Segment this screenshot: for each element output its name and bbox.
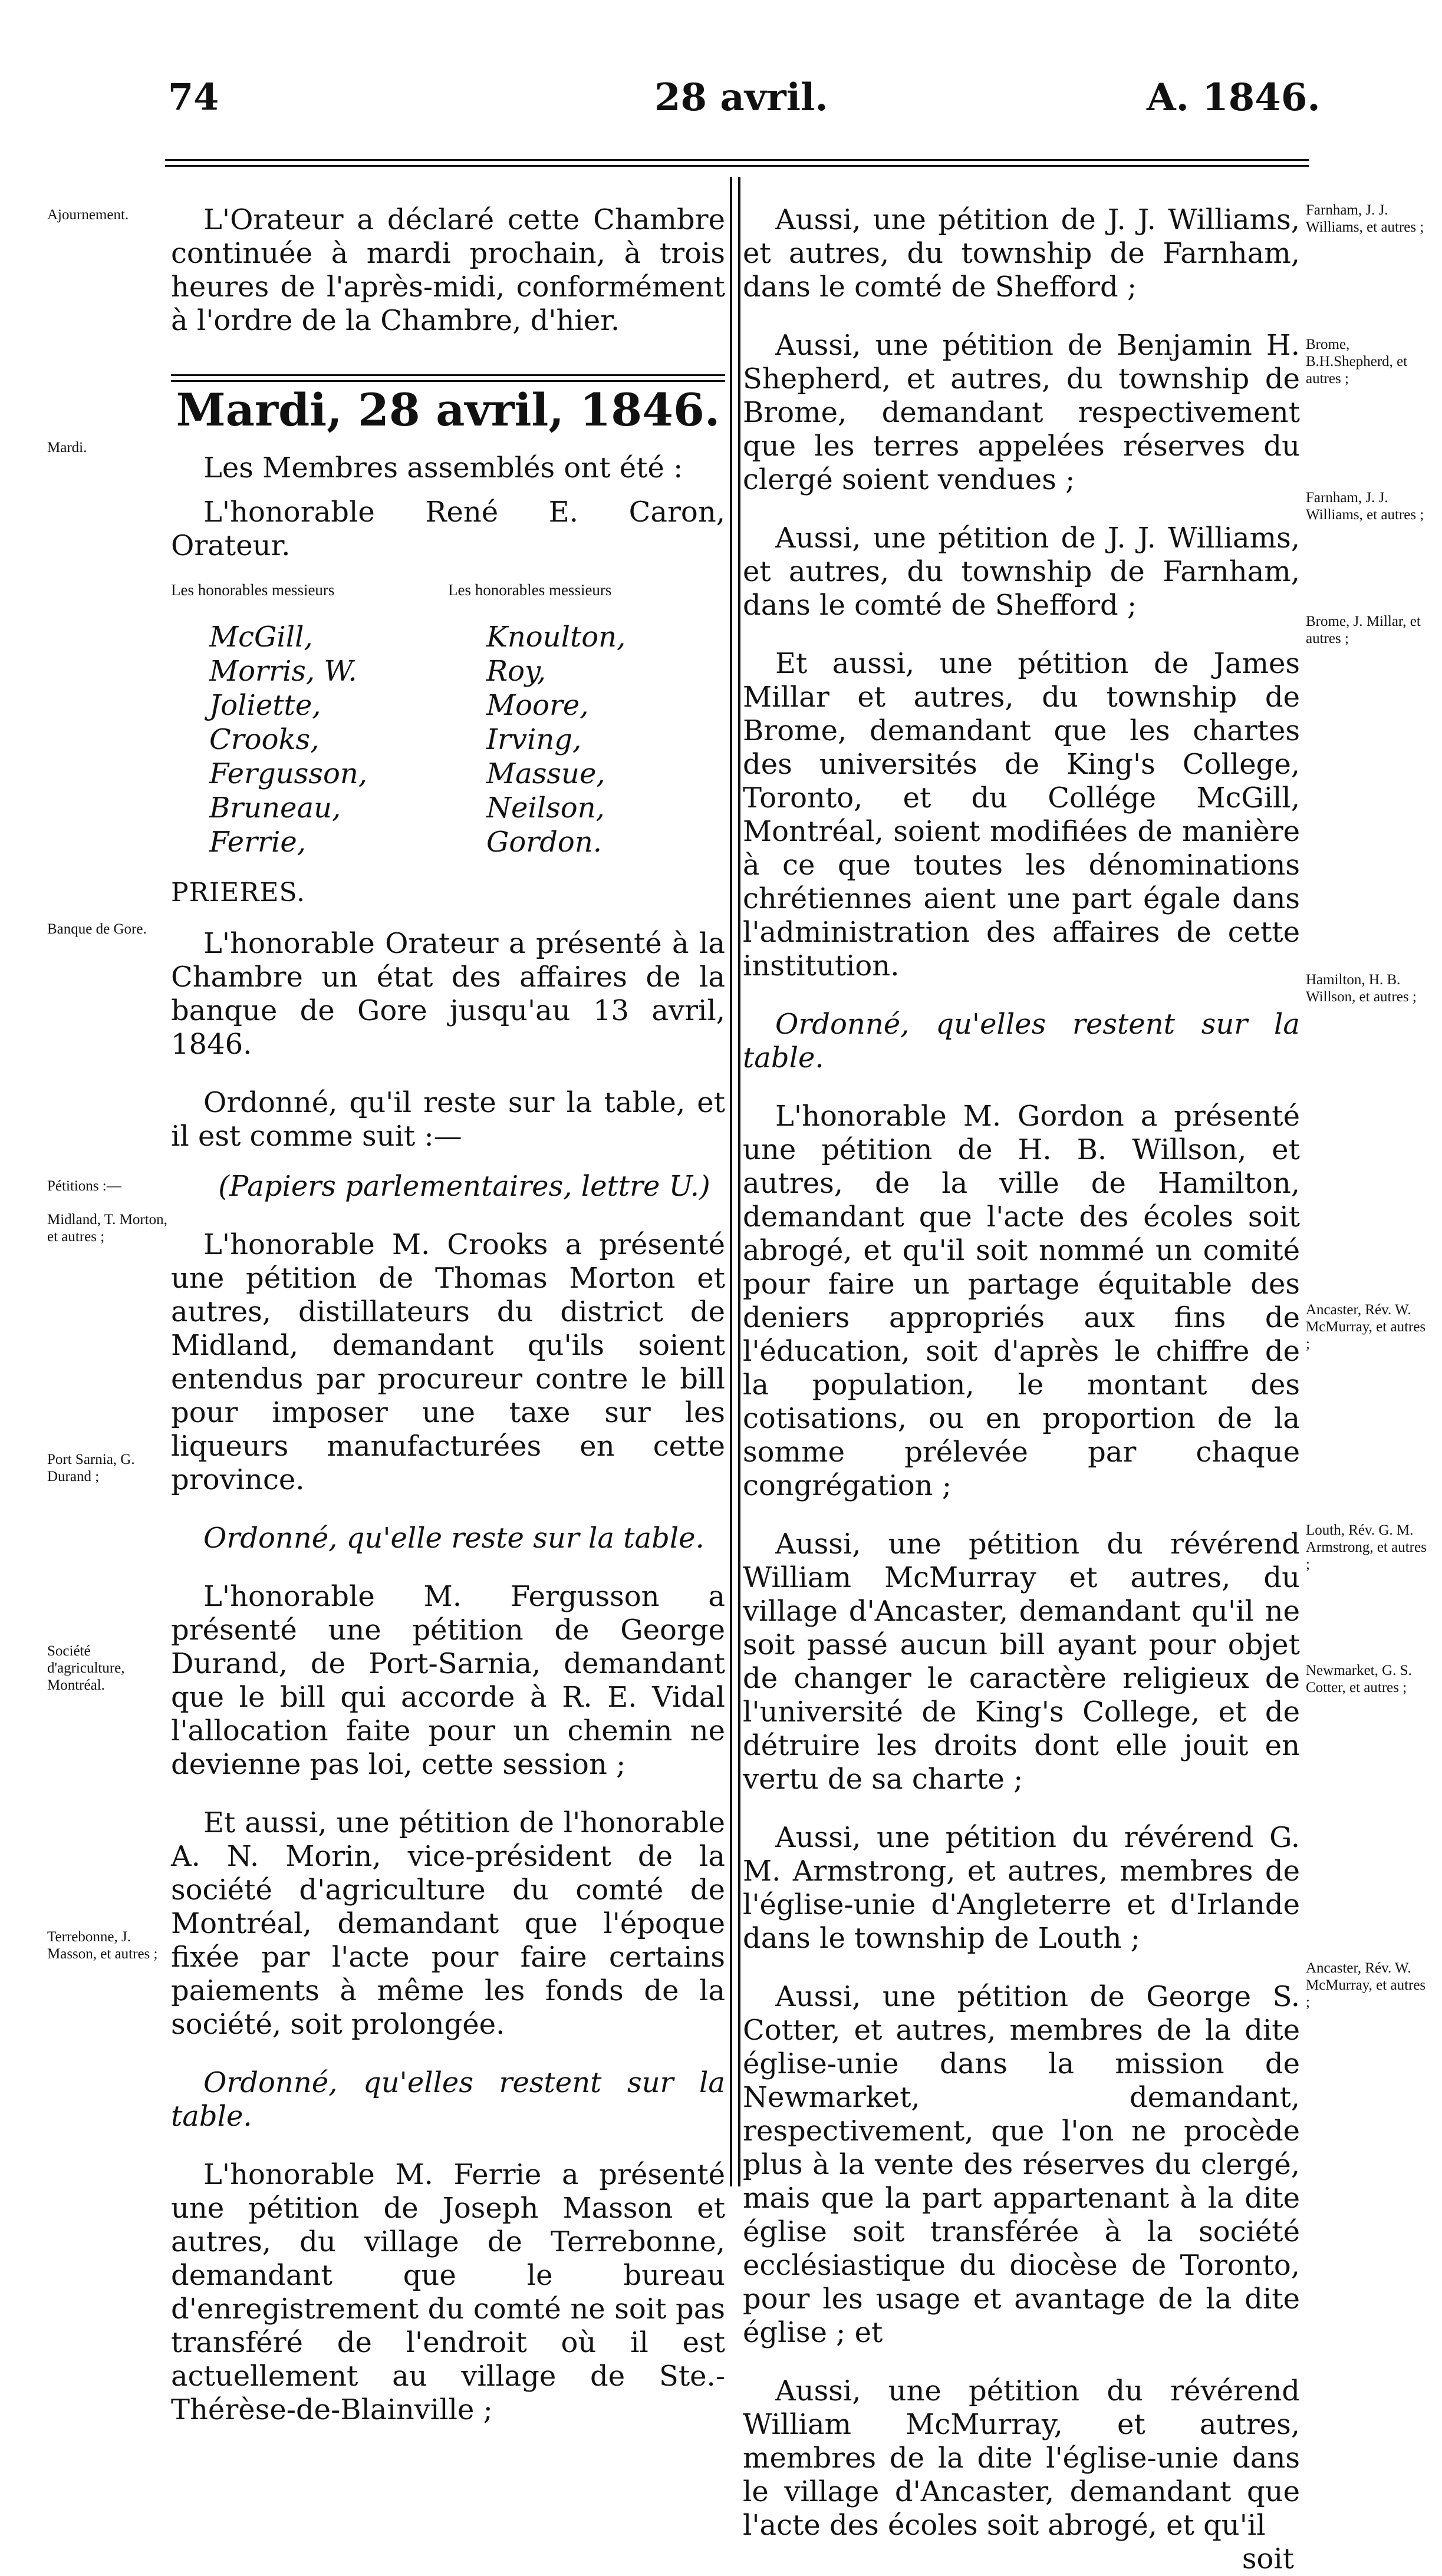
ferrie-paragraph: L'honorable M. Ferrie a présenté une pétition de Joseph Masson et autres, du village de Terrebonne, demandant que le bureau d'enregistrement du comté ne soit pas transféré de l'endroit où il est actuellement au village de Ste.-Thérèse-de-Blainville ; — [171, 2158, 725, 2426]
header-date: 28 avril. — [654, 75, 828, 120]
petition-willson: L'honorable M. Gordon a présenté une pétition de H. B. Willson, et autres, de la ville de Hamilton, demandant que l'acte des écoles soit abrogé, et qu'il soit nommé un comité pour faire un partage équitable des deniers appropriés aux fins de l'éducation, soit d'après le chiffre de la population, le montant des cotisations, ou en proportion de la somme prélevée par chaque congrégation ; — [743, 1100, 1300, 1502]
prieres-heading: PRIERES. — [171, 878, 306, 908]
margin-societe: Société d'agriculture, Montréal. — [47, 1643, 125, 1693]
page-number: 74 — [168, 75, 219, 118]
petition-williams-1: Aussi, une pétition de J. J. Williams, et autres, du township de Farnham, dans le comté de Shefford ; — [743, 203, 1300, 304]
petition-shepherd: Aussi, une pétition de Benjamin H. Shepherd, et autres, du township de Brome, demandant respectivement que les terres appelées réserves du clergé soient vendues ; — [743, 329, 1300, 496]
member-name: Joliette, — [209, 689, 321, 722]
crooks-paragraph: L'honorable M. Crooks a présenté une pétition de Thomas Morton et autres, distillateurs du district de Midland, demandant qu'ils soient entendus par procureur contre le bill pour imposer une taxe sur les liqueurs manufacturées en cette province. — [171, 1228, 725, 1496]
member-name: McGill, — [209, 621, 313, 654]
right-column — [743, 203, 1300, 2576]
morin-paragraph: Et aussi, une pétition de l'honorable A. N. Morin, vice-président de la société d'agriculture du comté de Montréal, demandant que l'époque fixée par l'acte pour faire certains paiements à même les fonds de la société, soit prolongée. — [171, 1806, 725, 2041]
margin-brome-2: Brome, J. Millar, et autres ; — [1306, 614, 1421, 647]
margin-petitions: Pétitions :— — [47, 1178, 121, 1194]
member-name: Moore, — [486, 689, 589, 722]
margin-terrebonne: Terrebonne, J. Masson, et autres ; — [47, 1929, 158, 1962]
member-name: Crooks, — [209, 723, 320, 756]
margin-farnham-2: Farnham, J. J. Williams, et autres ; — [1306, 490, 1424, 523]
speaker-line: L'honorable René E. Caron, Orateur. — [171, 496, 725, 562]
petition-millar: Et aussi, une pétition de James Millar et autres, du township de Brome, demandant que les chartes des universités de King's College, Toronto, et du Collége McGill, Montréal, soient modifiées de manière à ce que toutes les dénominations chrétiennes aient une part égale dans l'administration des affaires de cette institution. — [743, 647, 1300, 982]
papiers-reference: (Papiers parlementaires, lettre U.) — [218, 1170, 710, 1203]
margin-newmarket: Newmarket, G. S. Cotter, et autres ; — [1306, 1663, 1412, 1696]
member-name: Gordon. — [486, 826, 602, 859]
members-header-right: Les honorables messieurs — [448, 581, 612, 599]
petition-armstrong: Aussi, une pétition du révérend G. M. Armstrong, et autres, membres de l'église-unie d'Angleterre et d'Irlande dans le township de Louth ; — [743, 1821, 1300, 1955]
member-name: Neilson, — [486, 791, 605, 824]
petition-cotter: Aussi, une pétition de George S. Cotter, et autres, membres de la dite église-unie dans la mission de Newmarket, demandant, respectivement, que l'on ne procède plus à la vente des réserves du clergé, mais que la part appartenant à la dite église soit transférée à la société ecclésiastique du diocèse de Toronto, pour les usage et avantage de la dite église ; et — [743, 1980, 1300, 2349]
margin-ajournement: Ajournement. — [47, 207, 129, 223]
petition-williams-2: Aussi, une pétition de J. J. Williams, et autres, du township de Farnham, dans le comté de Shefford ; — [743, 522, 1300, 622]
member-name: Fergusson, — [209, 757, 368, 790]
header-rule-top — [165, 159, 1309, 161]
margin-louth: Louth, Rév. G. M. Armstrong, et autres ; — [1306, 1522, 1427, 1572]
member-name: Massue, — [486, 757, 605, 790]
members-assembled: Les Membres assemblés ont été : — [203, 451, 683, 484]
margin-farnham-1: Farnham, J. J. Williams, et autres ; — [1306, 202, 1424, 235]
fergusson-paragraph: L'honorable M. Fergusson a présenté une pétition de George Durand, de Port-Sarnia, demandant que le bill qui accorde à R. E. Vidal l'allocation faite pour un chemin ne devienne pas loi, cette session ; — [171, 1580, 725, 1781]
header-year: A. 1846. — [1147, 75, 1321, 120]
crooks-ordered: Ordonné, qu'elle reste sur la table. — [203, 1522, 704, 1555]
members-list — [171, 573, 725, 859]
margin-banque: Banque de Gore. — [47, 921, 147, 937]
column-divider-left — [730, 177, 732, 2186]
members-column-right — [448, 573, 725, 859]
header-rule-bottom — [165, 165, 1309, 167]
adjournment-paragraph: L'Orateur a déclaré cette Chambre continuée à mardi prochain, à trois heures de l'après-midi, conformément à l'ordre de la Chambre, d'hier. — [171, 203, 725, 337]
petition-mcmurray-1: Aussi, une pétition du révérend William McMurray et autres, du village d'Ancaster, demandant qu'il ne soit passé aucun bill ayant pour objet de changer le caractère religieux de l'université de King's College, et de détruire les droits dont elle jouit en vertu de sa charte ; — [743, 1528, 1300, 1796]
margin-mardi: Mardi. — [47, 440, 87, 456]
member-name: Ferrie, — [209, 826, 306, 859]
margin-port-sarnia: Port Sarnia, G. Durand ; — [47, 1452, 135, 1485]
petition-millar-ordered: Ordonné, qu'elles restent sur la table. — [743, 1008, 1300, 1074]
petition-mcmurray-2: Aussi, une pétition du révérend William McMurray, et autres, membres de la dite l'église-unie dans le village d'Ancaster, demandant que l'acte des écoles soit abrogé, et qu'il — [743, 2374, 1300, 2542]
margin-brome-1: Brome, B.H.Shepherd, et autres ; — [1306, 337, 1408, 387]
member-name: Knoulton, — [486, 621, 626, 654]
column-divider-right — [738, 177, 740, 2186]
margin-midland: Midland, T. Morton, et autres ; — [47, 1212, 167, 1245]
day-heading: Mardi, 28 avril, 1846. — [176, 384, 720, 436]
member-name: Roy, — [486, 655, 546, 688]
banque-ordered: Ordonné, qu'il reste sur la table, et il est comme suit :— — [171, 1086, 725, 1153]
banque-paragraph: L'honorable Orateur a présenté à la Chambre un état des affaires de la banque de Gore jusqu'au 13 avril, 1846. — [171, 927, 725, 1061]
member-name: Irving, — [486, 723, 582, 756]
members-column-left — [171, 573, 448, 859]
morin-ordered: Ordonné, qu'elles restent sur la table. — [171, 2066, 725, 2133]
catchword: soit — [1242, 2542, 1294, 2575]
margin-ancaster-1: Ancaster, Rév. W. McMurray, et autres ; — [1306, 1302, 1426, 1352]
member-name: Morris, W. — [209, 655, 357, 688]
members-header-left: Les honorables messieurs — [171, 581, 335, 599]
left-column — [171, 203, 725, 2452]
member-name: Bruneau, — [209, 791, 341, 824]
margin-ancaster-2: Ancaster, Rév. W. McMurray, et autres ; — [1306, 1960, 1426, 2010]
margin-hamilton: Hamilton, H. B. Willson, et autres ; — [1306, 972, 1417, 1005]
